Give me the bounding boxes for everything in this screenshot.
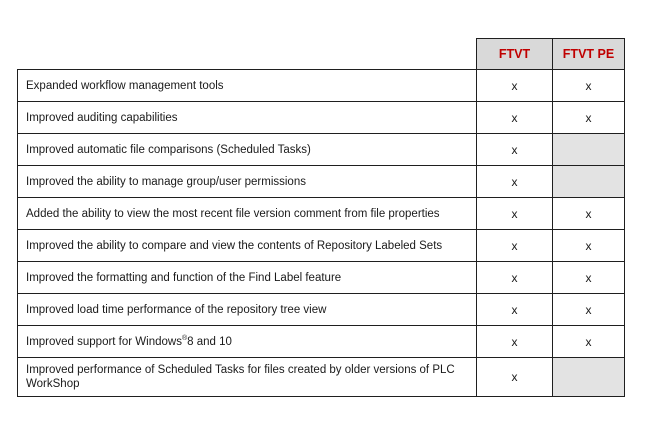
ftvt-mark: x: [477, 230, 553, 262]
table-row: [18, 358, 625, 397]
table-row: [18, 294, 625, 326]
table-row: [18, 326, 625, 358]
table-row: [18, 166, 625, 198]
feature-cell: Improved automatic file comparisons (Scheduled Tasks): [18, 134, 477, 166]
ftvt-pe-mark: x: [553, 230, 625, 262]
feature-cell: Improved the ability to manage group/user permissions: [18, 166, 477, 198]
table-header-row: [18, 39, 625, 70]
ftvt-mark: x: [477, 102, 553, 134]
column-header-ftvt-pe: FTVT PE: [553, 39, 625, 70]
feature-cell: Improved performance of Scheduled Tasks for files created by older versions of PLC WorkShop: [18, 358, 477, 397]
ftvt-mark: x: [477, 294, 553, 326]
column-header-ftvt: FTVT: [477, 39, 553, 70]
table-row: [18, 198, 625, 230]
ftvt-pe-mark: x: [553, 198, 625, 230]
feature-cell: [18, 326, 477, 358]
feature-cell: Improved the ability to compare and view the contents of Repository Labeled Sets: [18, 230, 477, 262]
ftvt-mark: x: [477, 198, 553, 230]
feature-cell: Improved auditing capabilities: [18, 102, 477, 134]
feature-text-suffix: 8 and 10: [187, 335, 232, 348]
registered-mark: ®: [181, 334, 188, 342]
ftvt-pe-unavailable-cell: [553, 166, 625, 198]
ftvt-pe-mark: x: [553, 262, 625, 294]
ftvt-mark: x: [477, 262, 553, 294]
feature-cell: Expanded workflow management tools: [18, 70, 477, 102]
feature-cell: Added the ability to view the most recent file version comment from file properties: [18, 198, 477, 230]
table-row: [18, 134, 625, 166]
table-row: [18, 70, 625, 102]
ftvt-pe-mark: x: [553, 102, 625, 134]
feature-comparison-table: [17, 38, 625, 397]
ftvt-mark: x: [477, 70, 553, 102]
ftvt-mark: x: [477, 358, 553, 397]
ftvt-mark: x: [477, 166, 553, 198]
ftvt-pe-mark: x: [553, 70, 625, 102]
table-row: [18, 262, 625, 294]
ftvt-mark: x: [477, 134, 553, 166]
ftvt-mark: x: [477, 326, 553, 358]
table-row: [18, 230, 625, 262]
table-row: [18, 102, 625, 134]
feature-cell: Improved the formatting and function of the Find Label feature: [18, 262, 477, 294]
ftvt-pe-mark: x: [553, 326, 625, 358]
header-blank-cell: [18, 39, 477, 70]
feature-text-prefix: Improved support for Windows: [26, 335, 182, 348]
feature-cell: Improved load time performance of the repository tree view: [18, 294, 477, 326]
ftvt-pe-unavailable-cell: [553, 358, 625, 397]
ftvt-pe-mark: x: [553, 294, 625, 326]
ftvt-pe-unavailable-cell: [553, 134, 625, 166]
